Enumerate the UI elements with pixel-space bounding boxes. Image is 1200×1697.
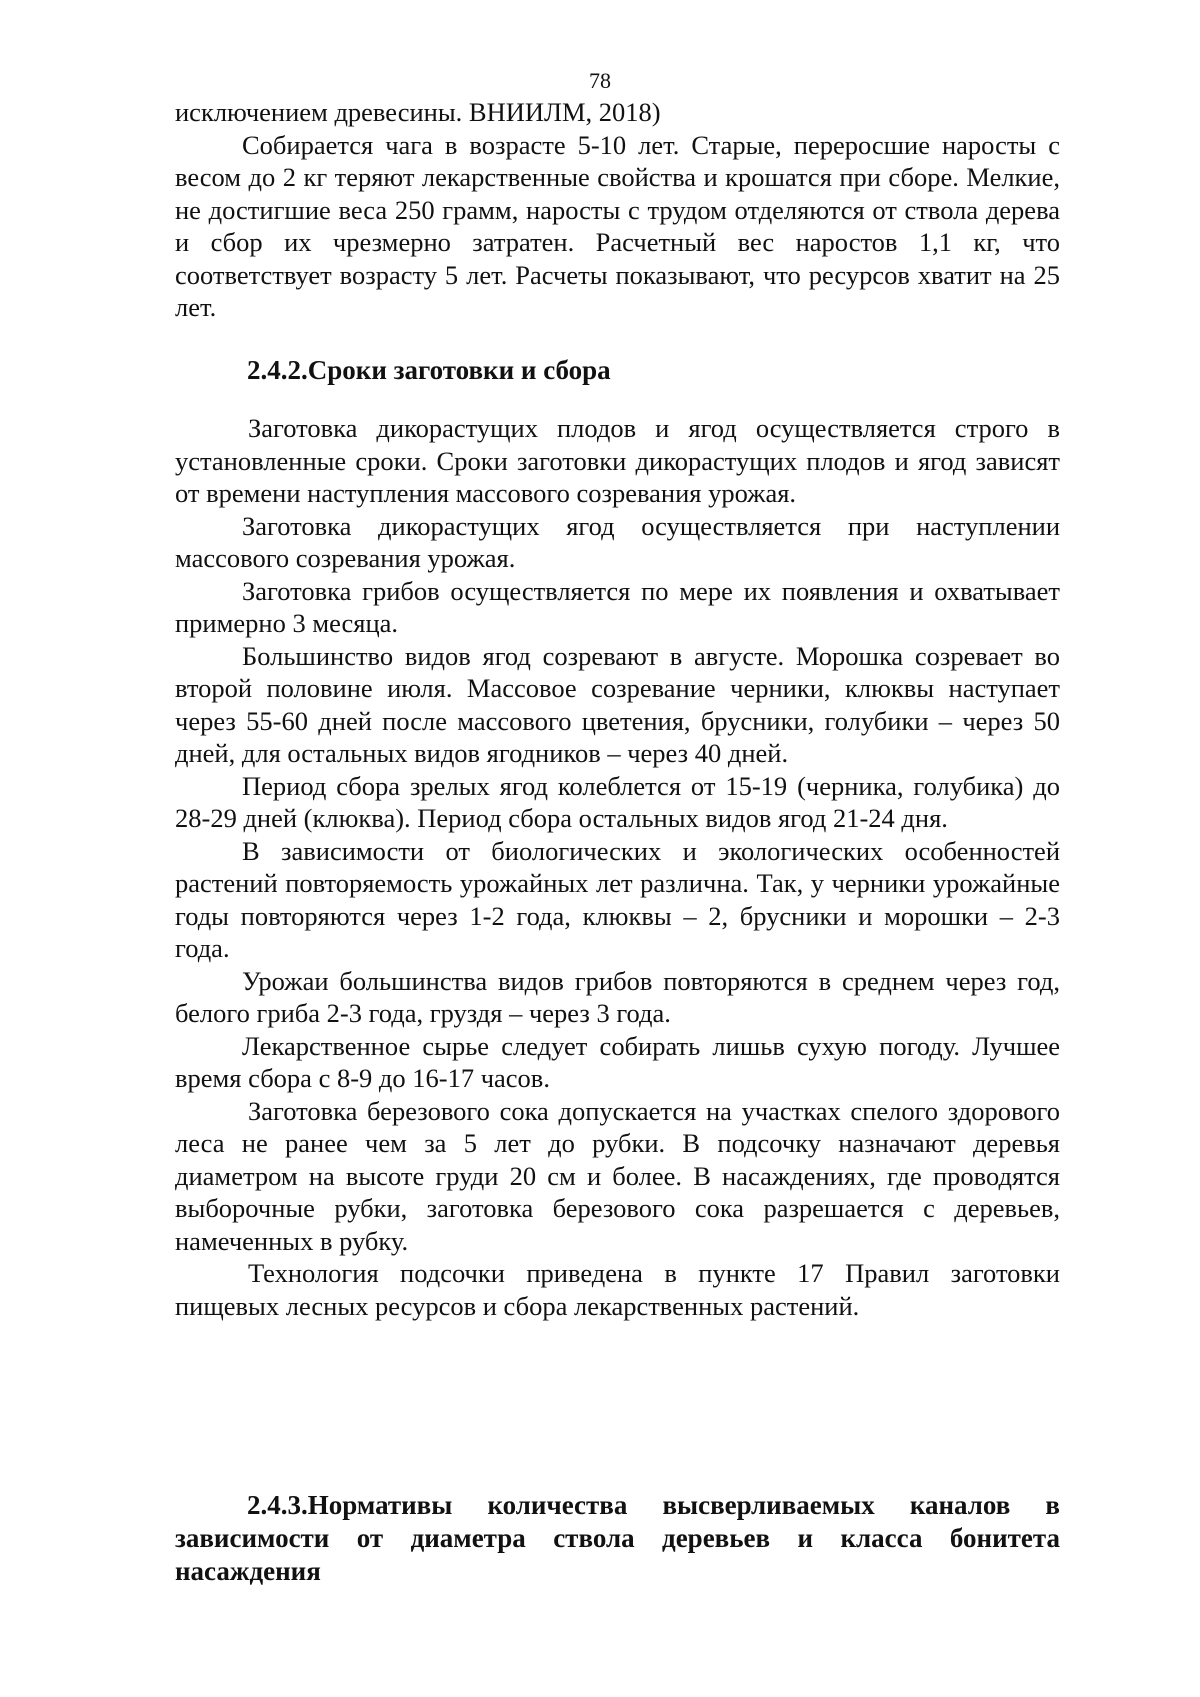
intro-block: [175, 96, 1060, 324]
section-heading-2-4-2: 2.4.2.Сроки заготовки и сбора: [247, 355, 611, 385]
paragraph: Заготовка березового сока допускается на участках спелого здорового леса не ранее чем за 5 лет до рубки. В подсочку назначают деревья диаметром на высоте груди 20 см и более. В насаждениях, где проводятся выборочные рубки, заготовка березового сока разрешается с деревьев, намеченных в рубку.: [175, 1095, 1060, 1256]
paragraph: Большинство видов ягод созревают в августе. Морошка созревает во второй половине июля. Массовое созревание черники, клюквы наступает через 55-60 дней после массового цветения, брусники, голубики – через 50 дней, для остальных видов ягодников – через 40 дней.: [175, 640, 1060, 768]
chaga-paragraph: Собирается чага в возрасте 5-10 лет. Старые, переросшие наросты с весом до 2 кг теряют лекарственные свойства и крошатся при сборе. Мелкие, не достигшие веса 250 грамм, наросты с трудом отделяются от ствола дерева и сбор их чрезмерно затратен. Расчетный вес наростов 1,1 кг, что соответствует возрасту 5 лет. Расчеты показывают, что ресурсов хватит на 25 лет.: [175, 129, 1060, 322]
paragraph: Лекарственное сырье следует собирать лишьв сухую погоду. Лучшее время сбора с 8-9 до 16-17 часов.: [175, 1030, 1060, 1093]
heading-line-2: зависимости от диаметра ствола деревьев и класса бонитета насаждения: [175, 1523, 1060, 1586]
paragraph: Заготовка дикорастущих ягод осуществляется при наступлении массового созревания урожая.: [175, 510, 1060, 573]
heading-line-1: 2.4.3.Нормативы количества высверливаемых каналов в: [247, 1490, 1060, 1520]
continuation-line: исключением древесины. ВНИИЛМ, 2018): [175, 97, 661, 127]
section-heading-2-4-3: [175, 1489, 1060, 1588]
paragraph: Период сбора зрелых ягод колеблется от 15-19 (черника, голубика) до 28-29 дней (клюква). Период сбора остальных видов ягод 21-24 дня.: [175, 770, 1060, 833]
paragraph: Технология подсочки приведена в пункте 17 Правил заготовки пищевых лесных ресурсов и сбора лекарственных растений.: [175, 1258, 1060, 1321]
paragraph: Урожаи большинства видов грибов повторяются в среднем через год, белого гриба 2-3 года, груздя – через 3 года.: [175, 965, 1060, 1028]
paragraph: Заготовка грибов осуществляется по мере их появления и охватывает примерно 3 месяца.: [175, 575, 1060, 638]
paragraph: В зависимости от биологических и экологических особенностей растений повторяемость урожайных лет различна. Так, у черники урожайные годы повторяются через 1-2 года, клюквы – 2, брусники и морошки – 2-3 года.: [175, 835, 1060, 963]
page-number: 78: [589, 68, 611, 93]
paragraph: Заготовка дикорастущих плодов и ягод осуществляется строго в установленные сроки. Сроки заготовки дикорастущих плодов и ягод зависят от времени наступления массового созревания урожая.: [175, 413, 1060, 508]
section-2-4-2-body: [175, 412, 1060, 1322]
